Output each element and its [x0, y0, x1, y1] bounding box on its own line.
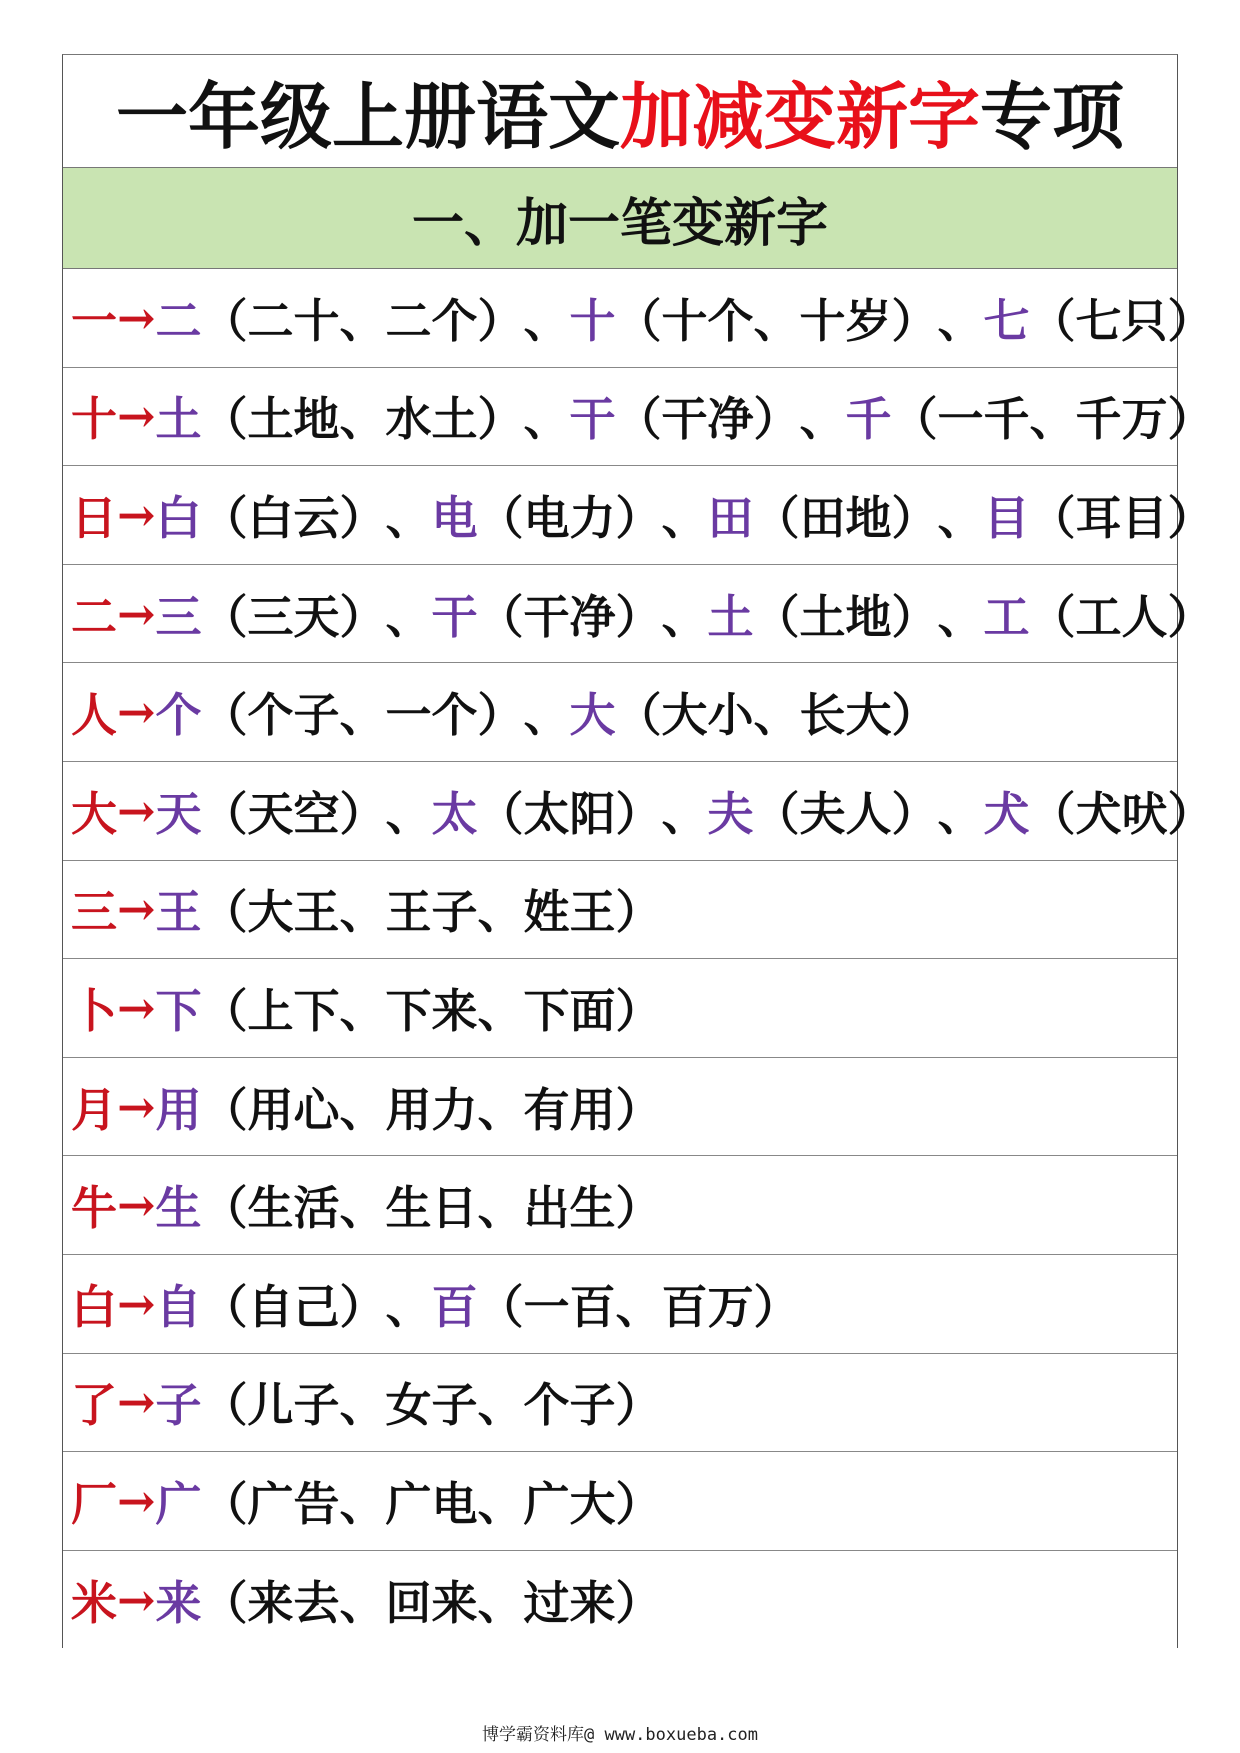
new-char: 田: [707, 490, 754, 545]
separator: 、: [937, 589, 984, 644]
arrow-icon: →: [117, 980, 156, 1035]
example-words: （十个、十岁）: [615, 293, 938, 348]
title-highlight: 加减变新字: [619, 75, 980, 159]
example-words: （一百、百万）: [477, 1279, 800, 1334]
new-char: 天: [155, 786, 202, 841]
new-char: 王: [155, 885, 202, 940]
worksheet: [62, 54, 1214, 1648]
new-char: 广: [155, 1476, 202, 1531]
base-char: 厂: [71, 1476, 117, 1531]
separator: 、: [799, 392, 846, 447]
section-header: 一、加一笔变新字: [63, 168, 1177, 269]
example-words: （生活、生日、出生）: [201, 1181, 662, 1236]
arrow-icon: →: [117, 586, 156, 641]
separator: 、: [523, 392, 570, 447]
example-words: （夫人）: [753, 786, 938, 841]
new-char: 自: [155, 1279, 202, 1334]
new-char: 十: [569, 293, 616, 348]
new-char: 生: [155, 1181, 202, 1236]
new-char: 用: [155, 1082, 202, 1137]
base-char: 大: [71, 786, 117, 841]
new-char: 下: [155, 983, 202, 1038]
base-char: 三: [71, 885, 117, 940]
base-char: 月: [71, 1082, 117, 1137]
title-part-1: 一年级上册语文: [115, 75, 620, 159]
base-char: 白: [71, 1279, 117, 1334]
new-char: 三: [155, 589, 202, 644]
arrow-icon: →: [117, 783, 156, 838]
example-words: （白云）: [201, 490, 386, 545]
arrow-icon: →: [117, 685, 156, 740]
separator: 、: [523, 293, 570, 348]
table-row: [63, 1255, 1177, 1354]
example-words: （来去、回来、过来）: [201, 1575, 662, 1630]
separator: 、: [385, 1279, 432, 1334]
example-words: （儿子、女子、个子）: [201, 1378, 662, 1433]
example-words: （自己）: [201, 1279, 386, 1334]
new-char: 千: [845, 392, 892, 447]
title-part-3: 专项: [980, 75, 1125, 159]
table-row: [63, 565, 1214, 664]
table-row: [63, 1058, 1177, 1157]
new-char: 干: [431, 589, 478, 644]
base-char: 人: [71, 688, 117, 743]
table-row: [63, 368, 1214, 467]
base-char: 卜: [71, 983, 117, 1038]
separator: 、: [385, 786, 432, 841]
footer-watermark: 博学霸资料库@ www.boxueba.com: [482, 1725, 758, 1745]
example-words: （干净）: [477, 589, 662, 644]
separator: 、: [385, 490, 432, 545]
base-char: 了: [71, 1378, 117, 1433]
arrow-icon: →: [117, 1375, 156, 1430]
example-words: （二十、二个）: [201, 293, 524, 348]
arrow-icon: →: [117, 1473, 156, 1528]
base-char: 日: [71, 490, 117, 545]
example-words: （七只）: [1029, 293, 1214, 348]
new-char: 土: [707, 589, 754, 644]
base-char: 二: [71, 589, 117, 644]
new-char: 犬: [983, 786, 1030, 841]
new-char: 子: [155, 1378, 202, 1433]
new-char: 七: [983, 293, 1030, 348]
example-words: （上下、下来、下面）: [201, 983, 662, 1038]
new-char: 工: [983, 589, 1030, 644]
table-row: [63, 1156, 1177, 1255]
separator: 、: [523, 688, 570, 743]
new-char: 百: [431, 1279, 478, 1334]
base-char: 一: [71, 293, 117, 348]
table-row: [63, 269, 1214, 368]
new-char: 目: [983, 490, 1030, 545]
separator: 、: [937, 293, 984, 348]
table-row: [63, 1452, 1177, 1551]
example-words: （干净）: [615, 392, 800, 447]
example-words: （一千、千万）: [891, 392, 1214, 447]
base-char: 牛: [71, 1181, 117, 1236]
table-row: [63, 861, 1177, 960]
arrow-icon: →: [117, 389, 156, 444]
arrow-icon: →: [117, 1276, 156, 1331]
arrow-icon: →: [117, 1079, 156, 1134]
arrow-icon: →: [117, 1572, 156, 1627]
new-char: 二: [155, 293, 202, 348]
separator: 、: [937, 786, 984, 841]
separator: 、: [937, 490, 984, 545]
table-row: [63, 663, 1177, 762]
new-char: 土: [155, 392, 202, 447]
table-row: [63, 1354, 1177, 1453]
example-words: （土地、水土）: [201, 392, 524, 447]
new-char: 个: [155, 688, 202, 743]
example-words: （广告、广电、广大）: [201, 1476, 662, 1531]
example-words: （田地）: [753, 490, 938, 545]
example-words: （三天）: [201, 589, 386, 644]
separator: 、: [661, 589, 708, 644]
word-list: [63, 269, 1214, 1648]
example-words: （个子、一个）: [201, 688, 524, 743]
arrow-icon: →: [117, 290, 156, 345]
example-words: （工人）: [1029, 589, 1214, 644]
example-words: （耳目）: [1029, 490, 1214, 545]
new-char: 大: [569, 688, 616, 743]
table-row: [63, 1551, 1177, 1649]
new-char: 白: [155, 490, 202, 545]
example-words: （电力）: [477, 490, 662, 545]
example-words: （大王、王子、姓王）: [201, 885, 662, 940]
page-title: [63, 55, 1177, 168]
separator: 、: [661, 490, 708, 545]
base-char: 十: [71, 392, 117, 447]
example-words: （天空）: [201, 786, 386, 841]
new-char: 来: [155, 1575, 202, 1630]
new-char: 太: [431, 786, 478, 841]
new-char: 夫: [707, 786, 754, 841]
table-row: [63, 466, 1214, 565]
separator: 、: [661, 786, 708, 841]
separator: 、: [385, 589, 432, 644]
arrow-icon: →: [117, 1178, 156, 1233]
example-words: （犬吠）: [1029, 786, 1214, 841]
example-words: （太阳）: [477, 786, 662, 841]
new-char: 电: [431, 490, 478, 545]
example-words: （用心、用力、有用）: [201, 1082, 662, 1137]
arrow-icon: →: [117, 882, 156, 937]
example-words: （土地）: [753, 589, 938, 644]
new-char: 干: [569, 392, 616, 447]
arrow-icon: →: [117, 487, 156, 542]
table-row: [63, 762, 1214, 861]
table-row: [63, 959, 1177, 1058]
example-words: （大小、长大）: [615, 688, 938, 743]
base-char: 米: [71, 1575, 117, 1630]
